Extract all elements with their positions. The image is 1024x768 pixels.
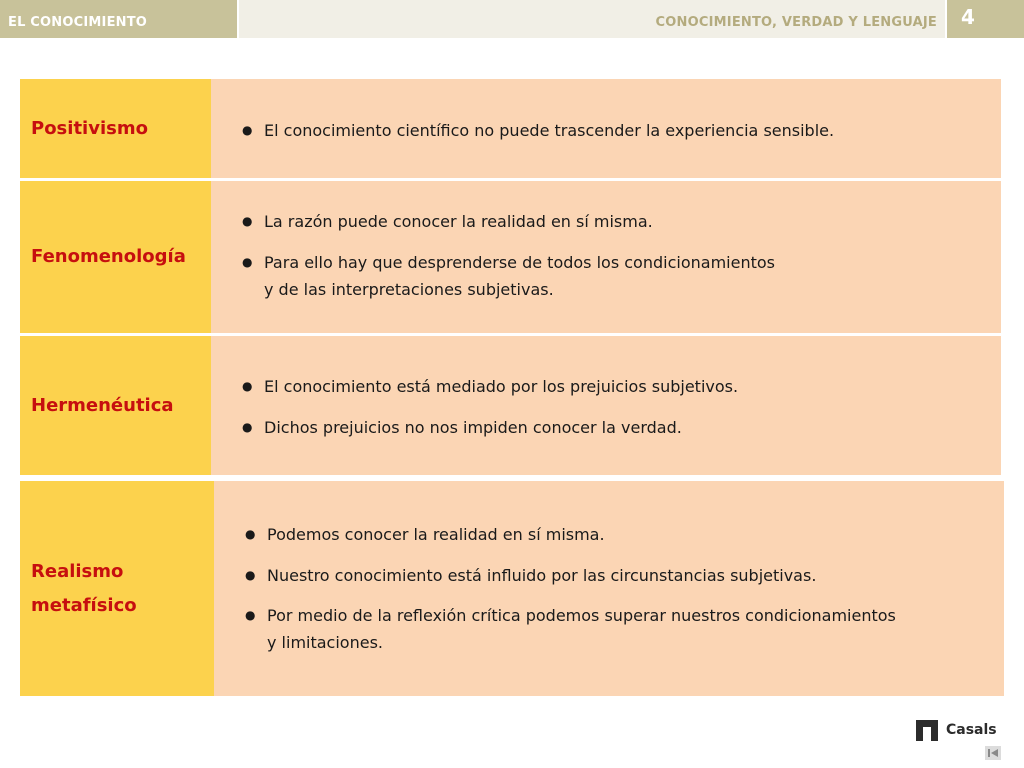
first-page-icon[interactable]: [985, 746, 1001, 760]
table-row-realismo-metafisico: [20, 481, 1004, 696]
row-label: [20, 336, 211, 475]
casals-logo-icon: [914, 717, 940, 743]
bullet-item: ● La razón puede conocer la realidad en sí misma.: [242, 208, 653, 235]
section-title: EL CONOCIMIENTO: [0, 0, 237, 38]
row-body: [214, 481, 1004, 696]
chapter-number: 4: [947, 0, 1024, 38]
bullet-item: ● Por medio de la reflexión crítica podemos superar nuestros condicionamientos y limitaciones.: [245, 602, 896, 656]
table-row-hermeneutica: [20, 336, 1001, 475]
row-body: [211, 181, 1001, 333]
row-body: [211, 336, 1001, 475]
bullet-item: ● Nuestro conocimiento está influido por las circunstancias subjetivas.: [245, 562, 816, 589]
row-label-line: metafísico: [31, 594, 137, 616]
table-row-positivismo: [20, 79, 1001, 178]
row-body: [211, 79, 1001, 178]
chapter-title: CONOCIMIENTO, VERDAD Y LENGUAJE: [239, 0, 945, 38]
casals-logo: [914, 716, 997, 744]
row-label-line: Positivismo: [31, 117, 148, 139]
row-label-line: Fenomenología: [31, 246, 186, 267]
bullet-item: ● Para ello hay que desprenderse de todos los condicionamientos y de las interpretaciones subjetivas.: [242, 249, 775, 303]
row-label-line: Hermenéutica: [31, 394, 174, 416]
bullet-item: ● El conocimiento científico no puede trascender la experiencia sensible.: [242, 117, 834, 144]
brand-name: Casals: [946, 722, 997, 738]
bullet-item: ● Dichos prejuicios no nos impiden conocer la verdad.: [242, 414, 682, 441]
table-row-fenomenologia: [20, 181, 1001, 333]
row-label-line: Realismo: [31, 560, 124, 582]
bullet-item: ● El conocimiento está mediado por los prejuicios subjetivos.: [242, 373, 738, 400]
bullet-item: ● Podemos conocer la realidad en sí misma.: [245, 521, 605, 548]
row-label: [20, 79, 211, 178]
row-label: [20, 481, 214, 696]
row-label: [20, 181, 211, 333]
